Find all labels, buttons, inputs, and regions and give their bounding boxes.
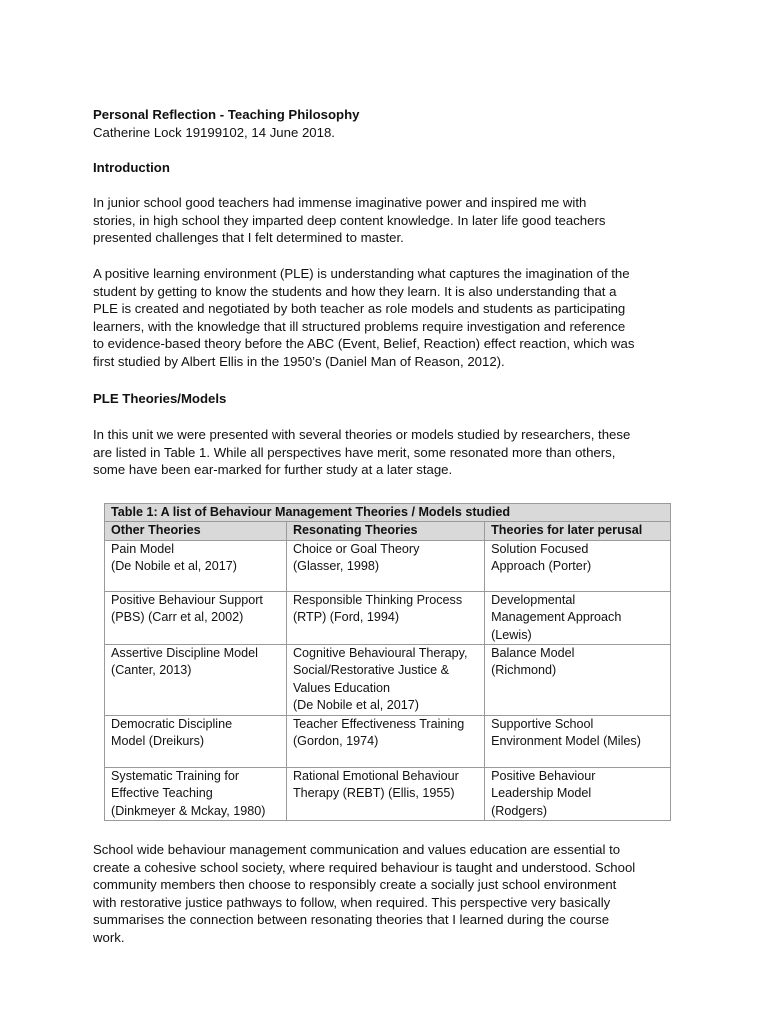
table-cell [105, 768, 287, 821]
paragraph-line: In junior school good teachers had immense imaginative power and inspired me with [93, 195, 587, 210]
cell-line: (Canter, 2013) [111, 663, 192, 678]
cell-line: Positive Behaviour Support [111, 592, 263, 607]
paragraph-line: presented challenges that I felt determined to master. [93, 230, 404, 246]
table-cell [485, 768, 671, 821]
cell-line: (Dinkmeyer & Mckay, 1980) [111, 803, 266, 818]
cell-line: Leadership Model [491, 786, 592, 801]
table-cell [286, 645, 484, 716]
cell-line: Balance Model [491, 646, 575, 661]
cell-line: Supportive School [491, 717, 594, 732]
cell-line: (RTP) (Ford, 1994) [292, 610, 400, 625]
table-cell [105, 540, 287, 591]
cell-line: Environment Model (Miles) [491, 734, 641, 749]
cell-line: Approach (Porter) [491, 559, 592, 574]
cell-line: Cognitive Behavioural Therapy, [292, 646, 468, 661]
table-cell [485, 591, 671, 644]
table-cell [286, 768, 484, 821]
cell-line: (Richmond) [491, 663, 557, 678]
table-caption: Table 1: A list of Behaviour Management Theories / Models studied [105, 504, 671, 522]
paragraph-line: to evidence-based theory before the ABC (Event, Belief, Reaction) effect reaction, which was [93, 336, 635, 352]
cell-line: Systematic Training for [111, 769, 240, 784]
table-row [105, 716, 671, 768]
paragraph-line: with restorative justice pathways to follow, when required. This perspective very basically [93, 894, 611, 910]
cell-line: Choice or Goal Theory [292, 541, 420, 556]
table-cell [286, 716, 484, 768]
cell-line: Effective Teaching [111, 786, 213, 801]
paragraph-line: In this unit we were presented with several theories or models studied by researchers, these [93, 427, 631, 442]
document-header [93, 106, 683, 141]
cell-line: Management Approach [491, 610, 622, 625]
header-resonating-theories: Resonating Theories [286, 522, 484, 540]
cell-line: Democratic Discipline [111, 717, 233, 732]
cell-line: Developmental [491, 592, 576, 607]
paragraph-line: work. [93, 929, 125, 945]
paragraph-line: stories, in high school they imparted deep content knowledge. In later life good teachers [93, 212, 606, 228]
table-cell [485, 645, 671, 716]
cell-line: Rational Emotional Behaviour [292, 769, 459, 784]
cell-line: (De Nobile et al, 2017) [111, 559, 238, 574]
paragraph-line: are listed in Table 1. While all perspectives have merit, some resonated more than others, [93, 444, 616, 460]
paragraph-line: School wide behaviour management communication and values education are essential to [93, 842, 621, 857]
paragraph-line: learners, with the knowledge that ill structured problems require investigation and reference [93, 318, 626, 334]
table-cell [286, 540, 484, 591]
cell-line: (Lewis) [491, 627, 532, 642]
table-cell [485, 716, 671, 768]
paragraph-line: first studied by Albert Ellis in the 1950’s (Daniel Man of Reason, 2012). [93, 353, 505, 369]
cell-line: Solution Focused [491, 541, 589, 556]
table-cell [485, 540, 671, 591]
cell-line: (De Nobile et al, 2017) [292, 698, 419, 713]
paragraph-line: community members then choose to responsibly create a socially just school environment [93, 877, 617, 893]
table-row [105, 591, 671, 644]
paragraph-line: student by getting to know the students and how they learn. It is also understanding that a [93, 283, 617, 299]
cell-line: (Gordon, 1974) [292, 734, 379, 749]
paragraph-line: create a cohesive school society, where required behaviour is taught and understood. School [93, 859, 636, 875]
cell-line: (Rodgers) [491, 803, 548, 818]
paragraph-1 [93, 194, 683, 247]
cell-line: Teacher Effectiveness Training [292, 717, 465, 732]
header-later-perusal: Theories for later perusal [485, 522, 671, 540]
paragraph-line: A positive learning environment (PLE) is understanding what captures the imagination of the [93, 266, 630, 281]
document-title: Personal Reflection - Teaching Philosophy [93, 107, 360, 122]
author-line: Catherine Lock 19199102, 14 June 2018. [93, 124, 335, 140]
ple-theories-heading: PLE Theories/Models [93, 391, 227, 406]
table-row [105, 645, 671, 716]
cell-line: Values Education [292, 680, 391, 695]
theories-table [104, 503, 671, 821]
cell-line: Positive Behaviour [491, 769, 596, 784]
paragraph-line: summarises the connection between resonating theories that I learned during the course [93, 912, 610, 928]
introduction-heading: Introduction [93, 160, 170, 175]
cell-line: Assertive Discipline Model [111, 646, 258, 661]
paragraph-4 [93, 841, 683, 947]
cell-line: Pain Model [111, 541, 175, 556]
table-cell [286, 591, 484, 644]
table-cell [105, 645, 287, 716]
cell-line: Social/Restorative Justice & [292, 663, 450, 678]
paragraph-line: PLE is created and negotiated by both teacher as role models and students as participating [93, 301, 626, 317]
cell-line: (PBS) (Carr et al, 2002) [111, 610, 244, 625]
table-row [105, 540, 671, 591]
cell-line: Therapy (REBT) (Ellis, 1955) [292, 786, 455, 801]
paragraph-2 [93, 265, 683, 371]
cell-line: Model (Dreikurs) [111, 734, 205, 749]
header-other-theories: Other Theories [105, 522, 287, 540]
paragraph-line: some have been ear-marked for further study at a later stage. [93, 462, 453, 478]
paragraph-3 [93, 426, 683, 479]
table-row [105, 768, 671, 821]
cell-line: Responsible Thinking Process [292, 592, 463, 607]
table-cell [105, 591, 287, 644]
table-header-row [105, 522, 671, 540]
cell-line: (Glasser, 1998) [292, 559, 380, 574]
table-cell [105, 716, 287, 768]
